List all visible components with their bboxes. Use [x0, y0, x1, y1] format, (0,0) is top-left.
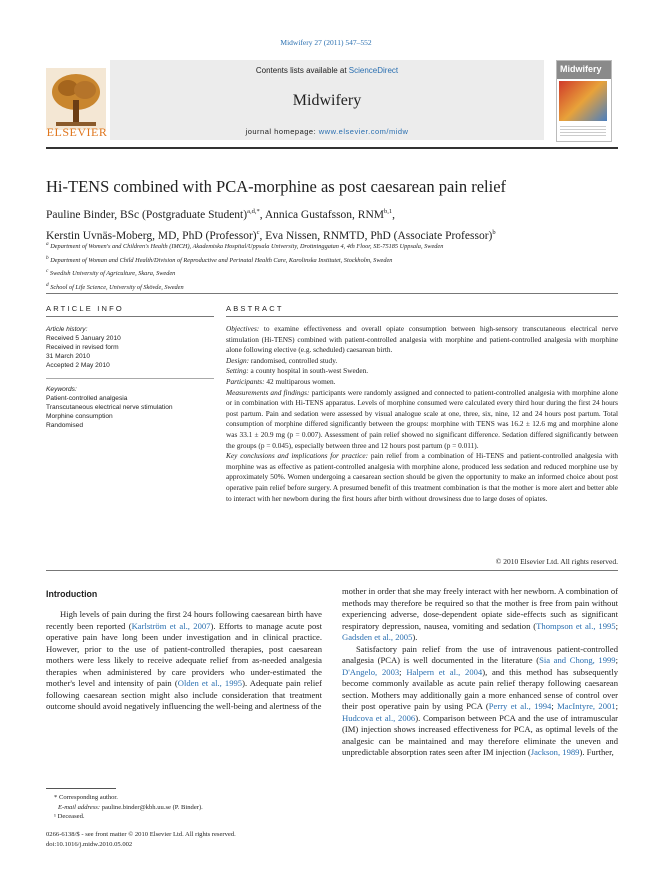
article-title: Hi-TENS combined with PCA-morphine as post caesarean pain relief: [46, 177, 507, 196]
text-run: ;: [551, 701, 558, 711]
affiliation-text: School of Life Science, University of Skövde, Sweden: [50, 283, 184, 291]
article-history: [46, 325, 216, 370]
cover-image: [559, 81, 607, 121]
abstract-participants: [226, 377, 618, 388]
text-run: ;: [399, 666, 407, 677]
intro-paragraph-1-cont: [342, 586, 618, 644]
affiliation-text: Department of Women's and Children's Health (IMCH), Akademiska Hospital/Uppsala University, Drottninggatan 4, 4th Floor, SE-75185 Uppsala, Sweden: [50, 243, 444, 251]
sciencedirect-link[interactable]: ScienceDirect: [348, 66, 399, 75]
copyright: © 2010 Elsevier Ltd. All rights reserved.: [495, 557, 618, 566]
setting-label: Setting:: [226, 366, 249, 376]
keyword-item: Morphine consumption: [46, 413, 113, 420]
article-info-heading: ARTICLE INFO: [46, 304, 124, 313]
homepage-link[interactable]: www.elsevier.com/midw: [318, 127, 409, 136]
author-1: Pauline Binder, BSc (Postgraduate Student): [46, 208, 248, 221]
history-item: Received 5 January 2010: [46, 335, 121, 342]
affiliation-text: Department of Woman and Child Health/Division of Reproductive and Perinatal Health Care, Karolinska Institutet, Stockholm, Sweden: [50, 256, 393, 264]
keywords-rule: [46, 378, 214, 379]
text-run: ). Adequate pain relief following caesarean section might also include consideration that treatment outcome should avoid negatively influencing the well-being and alertness of the: [46, 678, 322, 711]
author-1-sup: a,d,*: [247, 208, 260, 215]
text-run: ;: [615, 620, 618, 631]
participants-label: Participants:: [226, 376, 265, 386]
text-run: High levels of pain during the first 24 hours following caesarean birth have recently been reported (: [46, 609, 322, 631]
email-label: E-mail address:: [58, 803, 101, 811]
page-footer: [46, 830, 346, 849]
citation-link[interactable]: Perry et al., 1994: [488, 701, 552, 711]
history-item: Accepted 2 May 2010: [46, 362, 110, 369]
history-item: 31 March 2010: [46, 353, 90, 360]
text-run: ;: [615, 655, 618, 665]
citation-link[interactable]: D'Angelo, 2003: [342, 666, 400, 677]
cover-title: Midwifery: [560, 64, 602, 74]
affiliation-c: [46, 266, 618, 280]
author-2: , Annica Gustafsson, RNM: [259, 208, 384, 221]
citation-link[interactable]: Jackson, 1989: [530, 747, 580, 757]
homepage-prefix: journal homepage:: [245, 127, 319, 136]
introduction-heading: Introduction: [46, 589, 98, 599]
intro-paragraph-1: [46, 609, 322, 713]
keyword-item: Patient-controlled analgesia: [46, 395, 128, 402]
abstract-design: [226, 356, 618, 367]
author-3-sup: c: [256, 228, 260, 236]
email-address[interactable]: pauline.binder@kbh.uu.se (P. Binder).: [100, 803, 203, 811]
article-info-rule: [46, 316, 214, 317]
citation-link[interactable]: Gadsden et al., 2005: [342, 632, 413, 642]
affiliation-sup: d: [46, 281, 49, 288]
citation-link[interactable]: MacIntyre, 2001: [557, 701, 616, 711]
deceased-note: ¹ Deceased.: [54, 813, 85, 820]
abstract-body: [226, 324, 618, 504]
author-4: , Eva Nissen, RNMTD, PhD (Associate Professor): [259, 229, 493, 242]
affiliation-b: [46, 253, 618, 267]
measurements-text: participants were randomly assigned and connected to patient-controlled analgesia with morphine alone or in combination with Hi-TENS apparatus. Levels of morphine consumed were calculated every third hour during the first 24 hours post partum. Pain and sedation were assessed by visual analogue scale at one, three, six, nine, 12 and 24 hours post partum. Total consumption of morphine differed significantly between the groups: morphine with TENS was 16.2 ± 12.6 mg and morphine alone was 33.1 ± 20.9 mg (p = 0.007). Assessment of pain relief showed no significant difference. Sedation differed significantly between the groups (p = 0.045), especially between three and 12 hours post partum (p = 0.011).: [226, 387, 619, 450]
text-run: ). Further,: [579, 747, 614, 757]
journal-cover[interactable]: [556, 60, 612, 142]
text-run: ), and this method has subsequently become commonly available as acute pain relief therapy following caesarean section. Mothers may additionally gain a more enhanced sense of control over their post operative pain by using PCA (: [342, 666, 619, 711]
contents-prefix: Contents lists available at: [255, 66, 349, 75]
keywords-label: Keywords:: [46, 386, 77, 393]
citation-link[interactable]: Karlström et al., 2007: [131, 620, 211, 631]
contents-line: [110, 66, 544, 75]
author-comma: ,: [392, 208, 395, 221]
conclusions-text: pain relief from a combination of Hi-TENS and patient-controlled analgesia with morphine was as effective as patient-controlled analgesia with morphine alone, produced less sedation and reduced morphine use by approximately 50%. Women undergoing a caesarean section should be given the opportunity to make an informed choice about post operative pain relief before surgery. A presumed benefit of this treatment combination is that the mother is more alert and better able to interact with her newborn during the first hours after birth without drowsiness due to large doses of opiates.: [226, 451, 618, 503]
citation-link[interactable]: Sia and Chong, 1999: [539, 655, 616, 665]
text-run: mother in order that she may freely interact with her newborn. A combination of methods may therefore be required so that the mother is free from pain without experiencing adverse, dose-dependent opiate side-effects such as significant respiratory depression, nausea, vomiting and sedation (: [342, 586, 618, 631]
body-column-right: [342, 586, 618, 759]
conclusions-label: Key conclusions and implications for practice:: [226, 451, 369, 461]
citation-link[interactable]: Hudcova et al., 2006: [342, 712, 416, 723]
keywords: [46, 385, 216, 430]
setting-text: a county hospital in south-west Sweden.: [248, 366, 369, 376]
header-rule: [46, 147, 618, 149]
email-note: [46, 803, 322, 813]
intro-paragraph-2: [342, 644, 618, 759]
affiliation-a: [46, 239, 618, 253]
affiliation-sup: c: [46, 268, 49, 275]
design-label: Design:: [226, 355, 250, 365]
participants-text: 42 multiparous women.: [264, 376, 336, 386]
measurements-label: Measurements and findings:: [226, 387, 310, 397]
publisher-name: ELSEVIER: [46, 125, 108, 139]
abstract-heading: ABSTRACT: [226, 304, 284, 313]
section-rule-bottom: [46, 570, 618, 571]
affiliation-sup: a: [46, 241, 49, 247]
keyword-item: Transcutaneous electrical nerve stimulation: [46, 404, 173, 411]
footnote-rule: [46, 788, 116, 789]
author-2-sup: b,1: [384, 208, 393, 215]
abstract-conclusions: [226, 451, 618, 504]
citation-link[interactable]: Olden et al., 1995: [177, 678, 243, 688]
keyword-item: Randomised: [46, 422, 84, 429]
history-label: Article history:: [46, 326, 88, 333]
section-rule-top: [46, 293, 618, 294]
citation-link[interactable]: Thompson et al., 1995: [536, 620, 616, 631]
corresponding-author-note: * Corresponding author.: [54, 794, 118, 801]
journal-name: Midwifery: [292, 92, 362, 109]
affiliation-text: Swedish University of Agriculture, Skara, Sweden: [49, 270, 176, 278]
text-run: ). Comparison between PCA and the use of intramuscular (IM) injection shows increased effectiveness for PCA, as optimal levels of the analgesic can be maintained and may therefore eliminate the uneven and unpredictable absorption rates seen after IM injection (: [342, 712, 619, 757]
author-3: Kerstin Uvnäs-Moberg, MD, PhD (Professor): [46, 229, 257, 242]
journal-reference[interactable]: Midwifery 27 (2011) 547–552: [280, 38, 372, 47]
affiliations: [46, 239, 618, 293]
body-column-left: [46, 609, 322, 713]
text-run: ;: [615, 701, 618, 711]
footnotes: [46, 793, 322, 822]
author-4-sup: b: [492, 228, 496, 236]
doi-line[interactable]: doi:10.1016/j.midw.2010.05.002: [46, 840, 133, 848]
text-run: ). Efforts to manage acute post operative pain have long been under investigation and in clinical practice. However, prior to the use of patient-controlled therapies, post caesarean mothers were less likely to receive adequate relief from as-needed analgesia therapies when administered by care providers who under-estimated the mother's level and intensity of pain (: [46, 620, 322, 688]
cover-text-lines: [560, 124, 606, 138]
text-run: ).: [412, 632, 418, 642]
design-text: randomised, controlled study.: [249, 355, 338, 365]
objectives-label: Objectives:: [226, 324, 260, 333]
abstract-rule: [226, 316, 618, 317]
text-run: Satisfactory pain relief from the use of intravenous patient-controlled analgesia (PCA) is well documented in the literature (: [342, 643, 618, 665]
history-item: Received in revised form: [46, 344, 119, 351]
citation-link[interactable]: Halpern et al., 2004: [406, 666, 483, 677]
objectives-text: to examine effectiveness and overall opiate consumption between high-sensory transcutaneous electrical nerve stimulation (Hi-TENS) combined with patient-controlled analgesia with morphine and patient-controlled analgesia with morphine alone following elective (e.g. scheduled) caesarean birth.: [226, 324, 618, 355]
affiliation-sup: b: [46, 254, 49, 261]
abstract-objectives: [226, 324, 618, 356]
issn-line: 0266-6138/$ - see front matter © 2010 Elsevier Ltd. All rights reserved.: [46, 831, 236, 838]
abstract-measurements: [226, 388, 618, 452]
affiliation-d: [46, 280, 618, 294]
abstract-setting: [226, 366, 618, 377]
journal-homepage: [110, 127, 544, 136]
